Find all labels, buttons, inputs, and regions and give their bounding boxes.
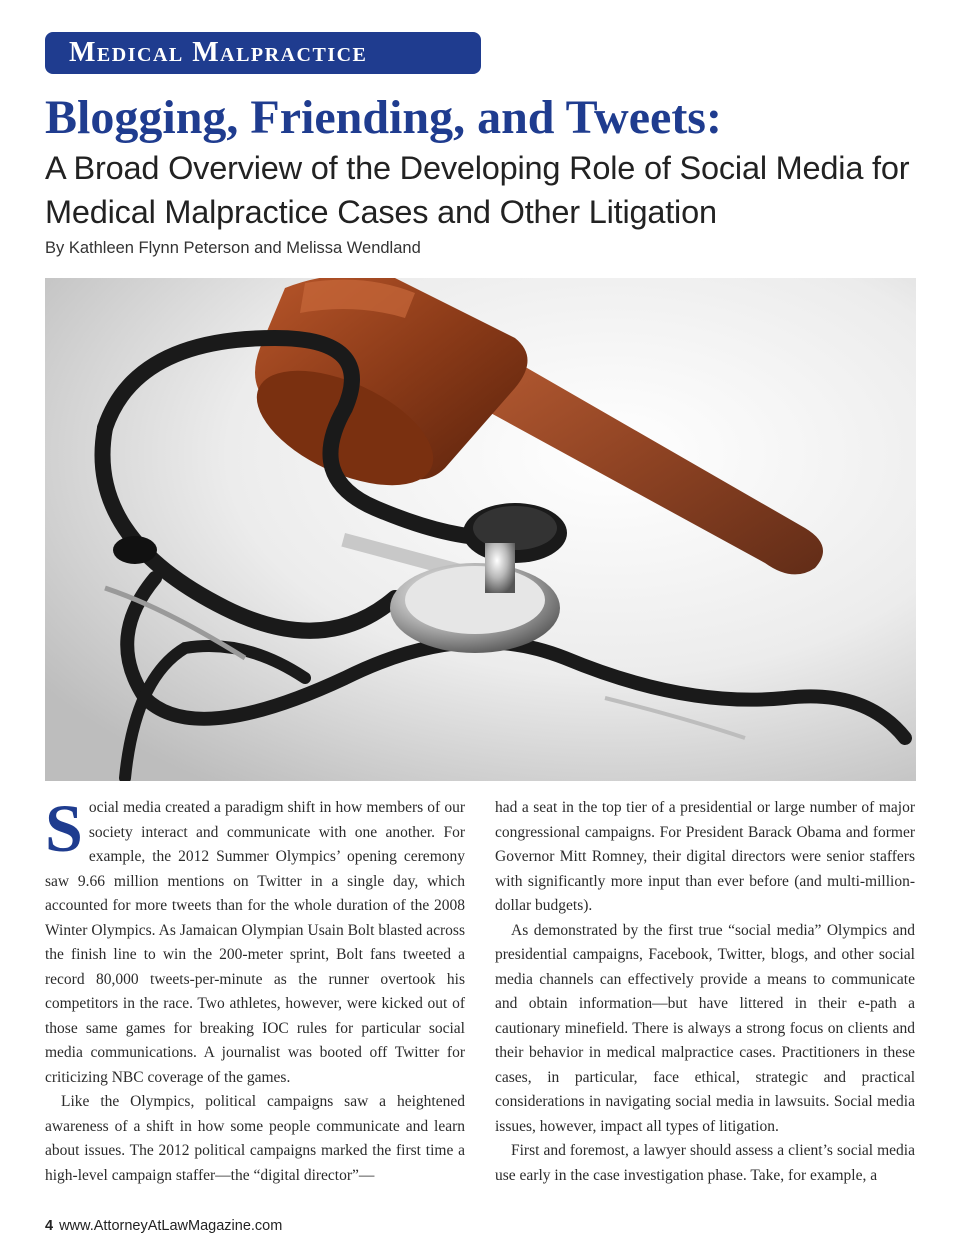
website-link[interactable]: www.AttorneyAtLawMagazine.com	[59, 1218, 283, 1234]
article-column-right	[495, 796, 915, 1188]
page-number: 4	[45, 1218, 54, 1234]
article-paragraph: had a seat in the top tier of a presidential or large number of major congressional campaigns. For President Barack Obama and former Governor Mitt Romney, their digital directors were senior staffers with significantly more input than ever before (and multi-million-dollar budgets).	[495, 799, 915, 914]
article-paragraph: First and foremost, a lawyer should assess a client’s social media use early in the case investigation phase. Take, for example, a	[495, 1142, 915, 1184]
page-footer	[45, 1218, 282, 1234]
article-paragraph: Social media created a paradigm shift in how members of our society interact and communicate with one another. For example, the 2012 Summer Olympics’ opening ceremony saw 9.66 million mentions on Twitter in a single day, which accounted for more tweets than for the whole duration of the 2008 Winter Olympics. As Jamaican Olympian Usain Bolt blasted across the finish line to win the 200-meter sprint, Bolt fans tweeted a record 80,000 tweets-per-minute as the runner overtook his competitors in the race. Two athletes, however, were kicked out of those same games for breaking IOC rules for particular social media communications. A journalist was booted off Twitter for criticizing NBC coverage of the games.	[45, 790, 465, 1086]
drop-cap: S	[45, 790, 83, 866]
section-tag: Medical Malpractice	[45, 32, 481, 74]
gavel-stethoscope-photo	[45, 278, 916, 781]
gavel-stethoscope-illustration	[45, 278, 916, 781]
byline: By Kathleen Flynn Peterson and Melissa Wendland	[45, 239, 421, 257]
subhead: A Broad Overview of the Developing Role of Social Media for Medical Malpractice Cases and Other Litigation	[45, 150, 910, 230]
article-paragraph: Like the Olympics, political campaigns saw a heightened awareness of a shift in how some people communicate and learn about issues. The 2012 political campaigns marked the first time a high-level campaign staffer—the “digital director”—	[45, 1093, 465, 1184]
article-column-left	[45, 790, 465, 1188]
headline: Blogging, Friending, and Tweets:	[45, 91, 722, 144]
article-paragraph: As demonstrated by the first true “social media” Olympics and presidential campaigns, Facebook, Twitter, blogs, and other social media channels can effectively provide a means to communicate and obtain information—but have littered in their e-path a cautionary minefield. There is always a strong focus on clients and their behavior in medical malpractice cases. Practitioners in these cases, in particular, face ethical, strategic and practical considerations in navigating social media in lawsuits. Social media issues, however, impact all types of litigation.	[495, 921, 915, 1135]
